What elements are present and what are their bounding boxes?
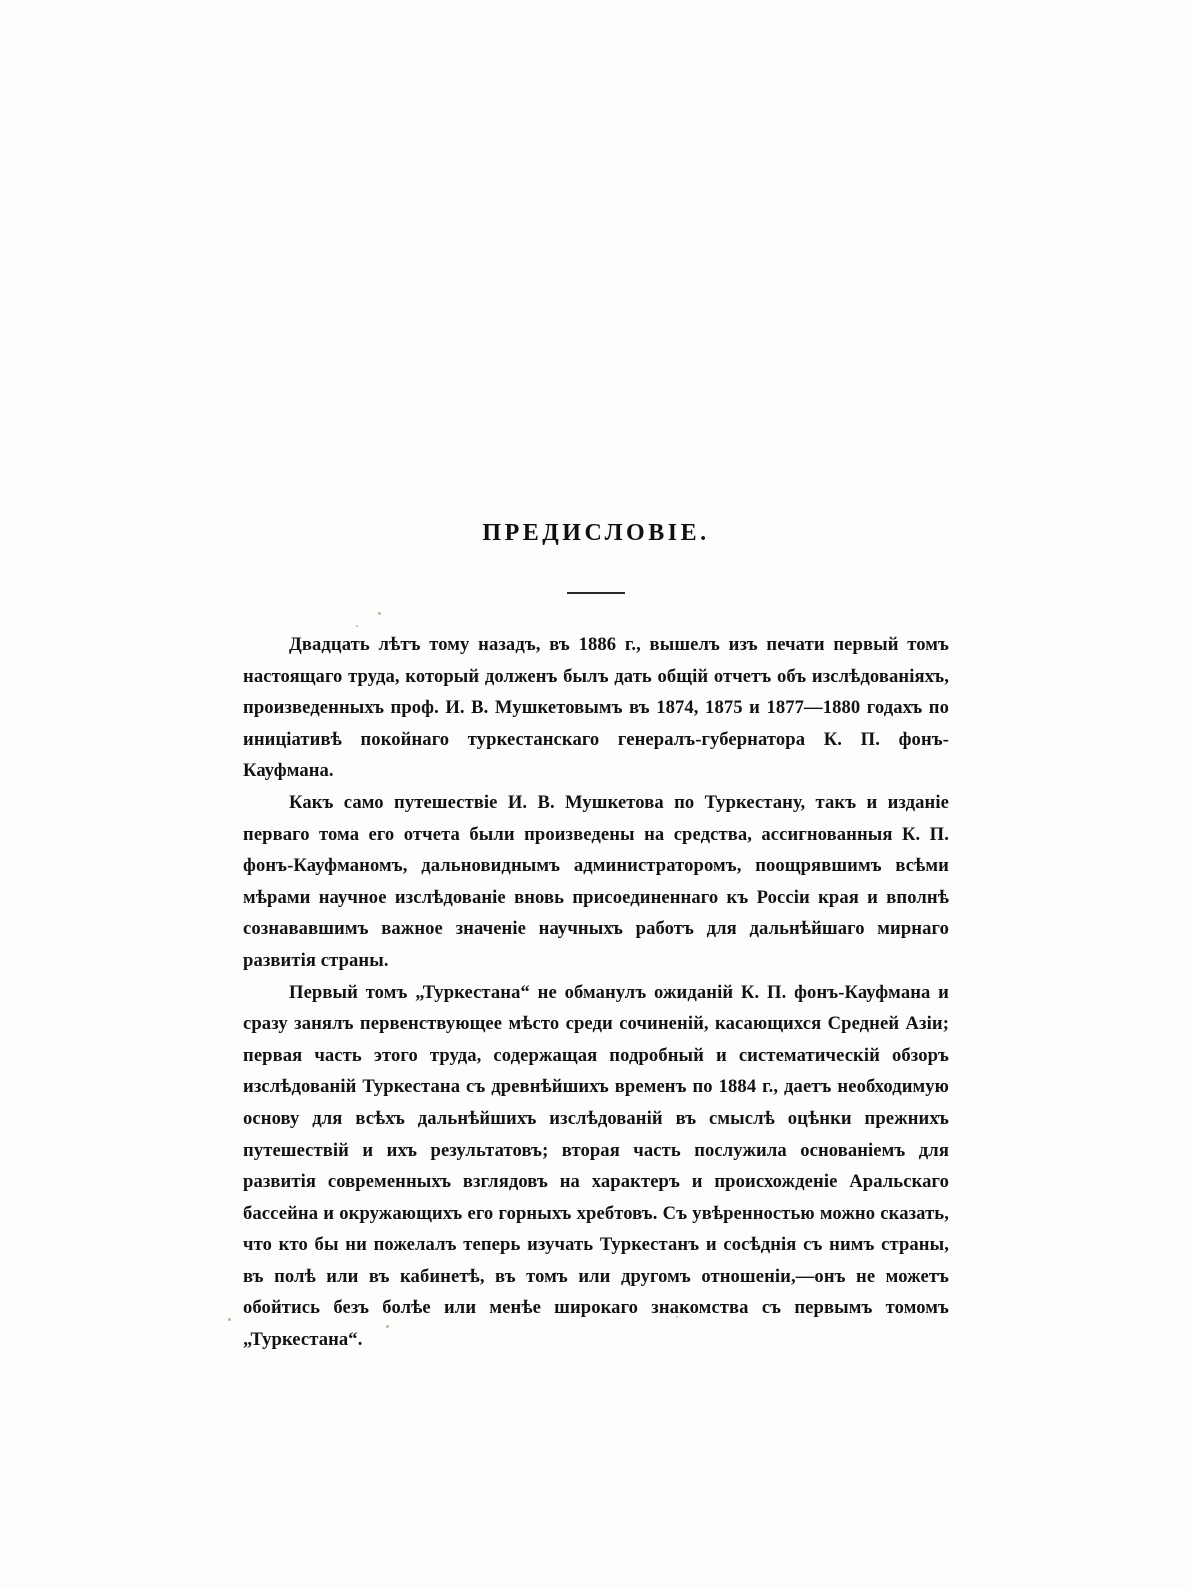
title-divider — [243, 581, 949, 599]
horizontal-rule-icon — [567, 592, 625, 594]
page-title: ПРЕДИСЛОВІЕ. — [482, 520, 710, 546]
paragraph: Первый томъ „Туркестана“ не обманулъ ожиданій К. П. фонъ-Кауфмана и сразу занялъ первенствующее мѣсто среди сочиненій, касающихся Средней Азіи; первая часть этого труда, содержащая подробный и систематическій обзоръ изслѣдованій Туркестана съ древнѣйшихъ временъ по 1884 г., даетъ необходимую основу для всѣхъ дальнѣйшихъ изслѣдованій въ смыслѣ оцѣнки прежнихъ путешествій и ихъ результатовъ; вторая часть послужила основаніемъ для развитія современныхъ взглядовъ на характеръ и происхожденіе Аральскаго бассейна и окружающихъ его горныхъ хребтовъ. Съ увѣренностью можно сказать, что кто бы ни пожелалъ теперь изучать Туркестанъ и сосѣднія съ нимъ страны, въ полѣ или въ кабинетѣ, въ томъ или другомъ отношеніи,—онъ не можетъ обойтись безъ болѣе или менѣе широкаго знакомства съ первымъ томомъ „Туркестана“. — [243, 981, 949, 1351]
paragraph: Двадцать лѣтъ тому назадъ, въ 1886 г., вышелъ изъ печати первый томъ настоящаго труда, который долженъ былъ дать общій отчетъ объ изслѣдованіяхъ, произведенныхъ проф. И. В. Мушкетовымъ въ 1874, 1875 и 1877—1880 годахъ по иниціативѣ покойнаго туркестанскаго генералъ-губернатора К. П. фонъ-Кауфмана. — [243, 634, 949, 782]
scan-speck — [228, 1318, 231, 1321]
paragraph: Какъ само путешествіе И. В. Мушкетова по Туркестану, такъ и изданіе перваго тома его отчета были произведены на средства, ассигнованныя К. П. фонъ-Кауфманомъ, дальновиднымъ администраторомъ, поощрявшимъ всѣми мѣрами научное изслѣдованіе вновь присоединеннаго къ Россіи края и вполнѣ сознававшимъ важное значеніе научныхъ работъ для дальнѣйшаго мирнаго развитія страны. — [243, 791, 949, 971]
text-block — [243, 520, 949, 1356]
